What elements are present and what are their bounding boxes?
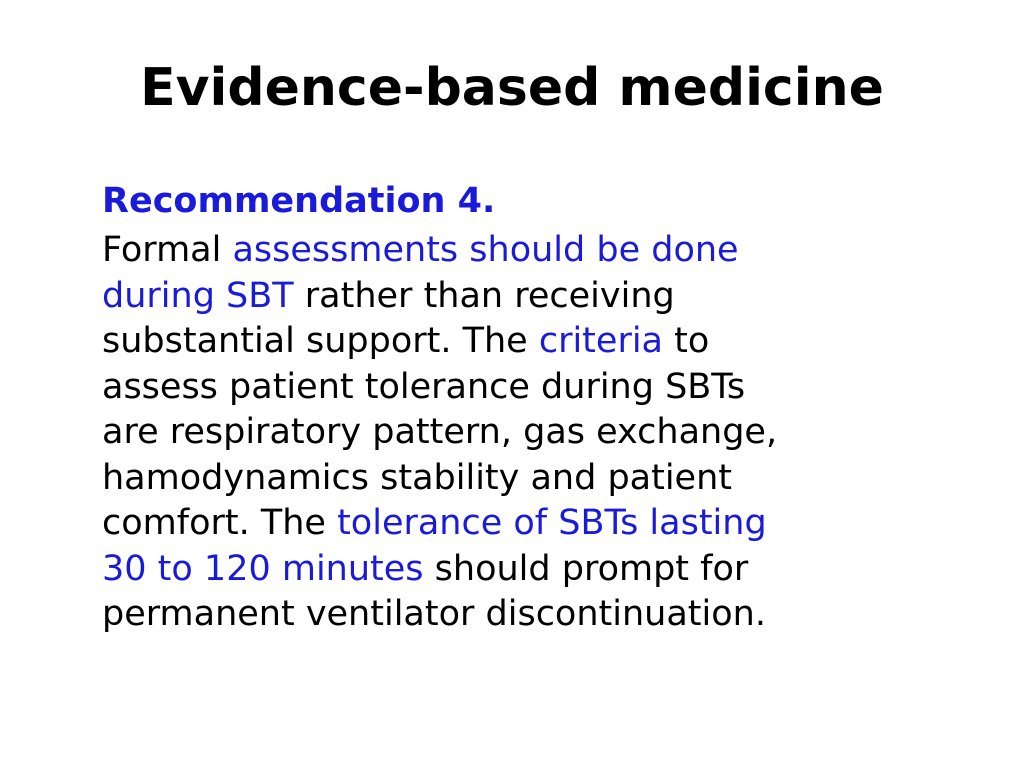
text-segment: comfort. The — [102, 503, 338, 543]
text-line — [102, 228, 952, 274]
text-segment: to — [663, 321, 710, 361]
recommendation-heading: Recommendation 4. — [102, 181, 496, 221]
text-line — [102, 501, 952, 547]
text-segment: Formal — [102, 230, 233, 270]
text-segment: substantial support. The — [102, 321, 539, 361]
slide-title: Evidence-based medicine — [140, 58, 884, 118]
highlighted-phrase: 30 to 120 minutes — [102, 548, 424, 589]
text-segment: should prompt for — [423, 548, 749, 589]
text-line — [102, 410, 952, 456]
text-segment: rather than receiving — [293, 275, 675, 316]
highlighted-phrase: assessments should be done — [232, 230, 739, 270]
text-segment: are respiratory pattern, gas exchange, — [102, 412, 778, 452]
text-line — [102, 274, 952, 320]
highlighted-phrase: tolerance of SBTs lasting — [337, 503, 767, 543]
text-line — [102, 547, 952, 593]
text-line — [102, 592, 952, 638]
highlighted-phrase: during SBT — [102, 275, 294, 316]
text-line — [102, 365, 952, 411]
text-segment: assess patient tolerance during SBTs — [102, 366, 746, 407]
text-segment: permanent ventilator discontinuation. — [102, 594, 766, 634]
recommendation-text — [102, 228, 952, 638]
highlighted-phrase: criteria — [538, 321, 664, 361]
text-segment: hamodynamics stability and patient — [102, 457, 732, 498]
text-line — [102, 456, 952, 502]
text-line — [102, 319, 952, 365]
slide-body — [102, 178, 952, 638]
